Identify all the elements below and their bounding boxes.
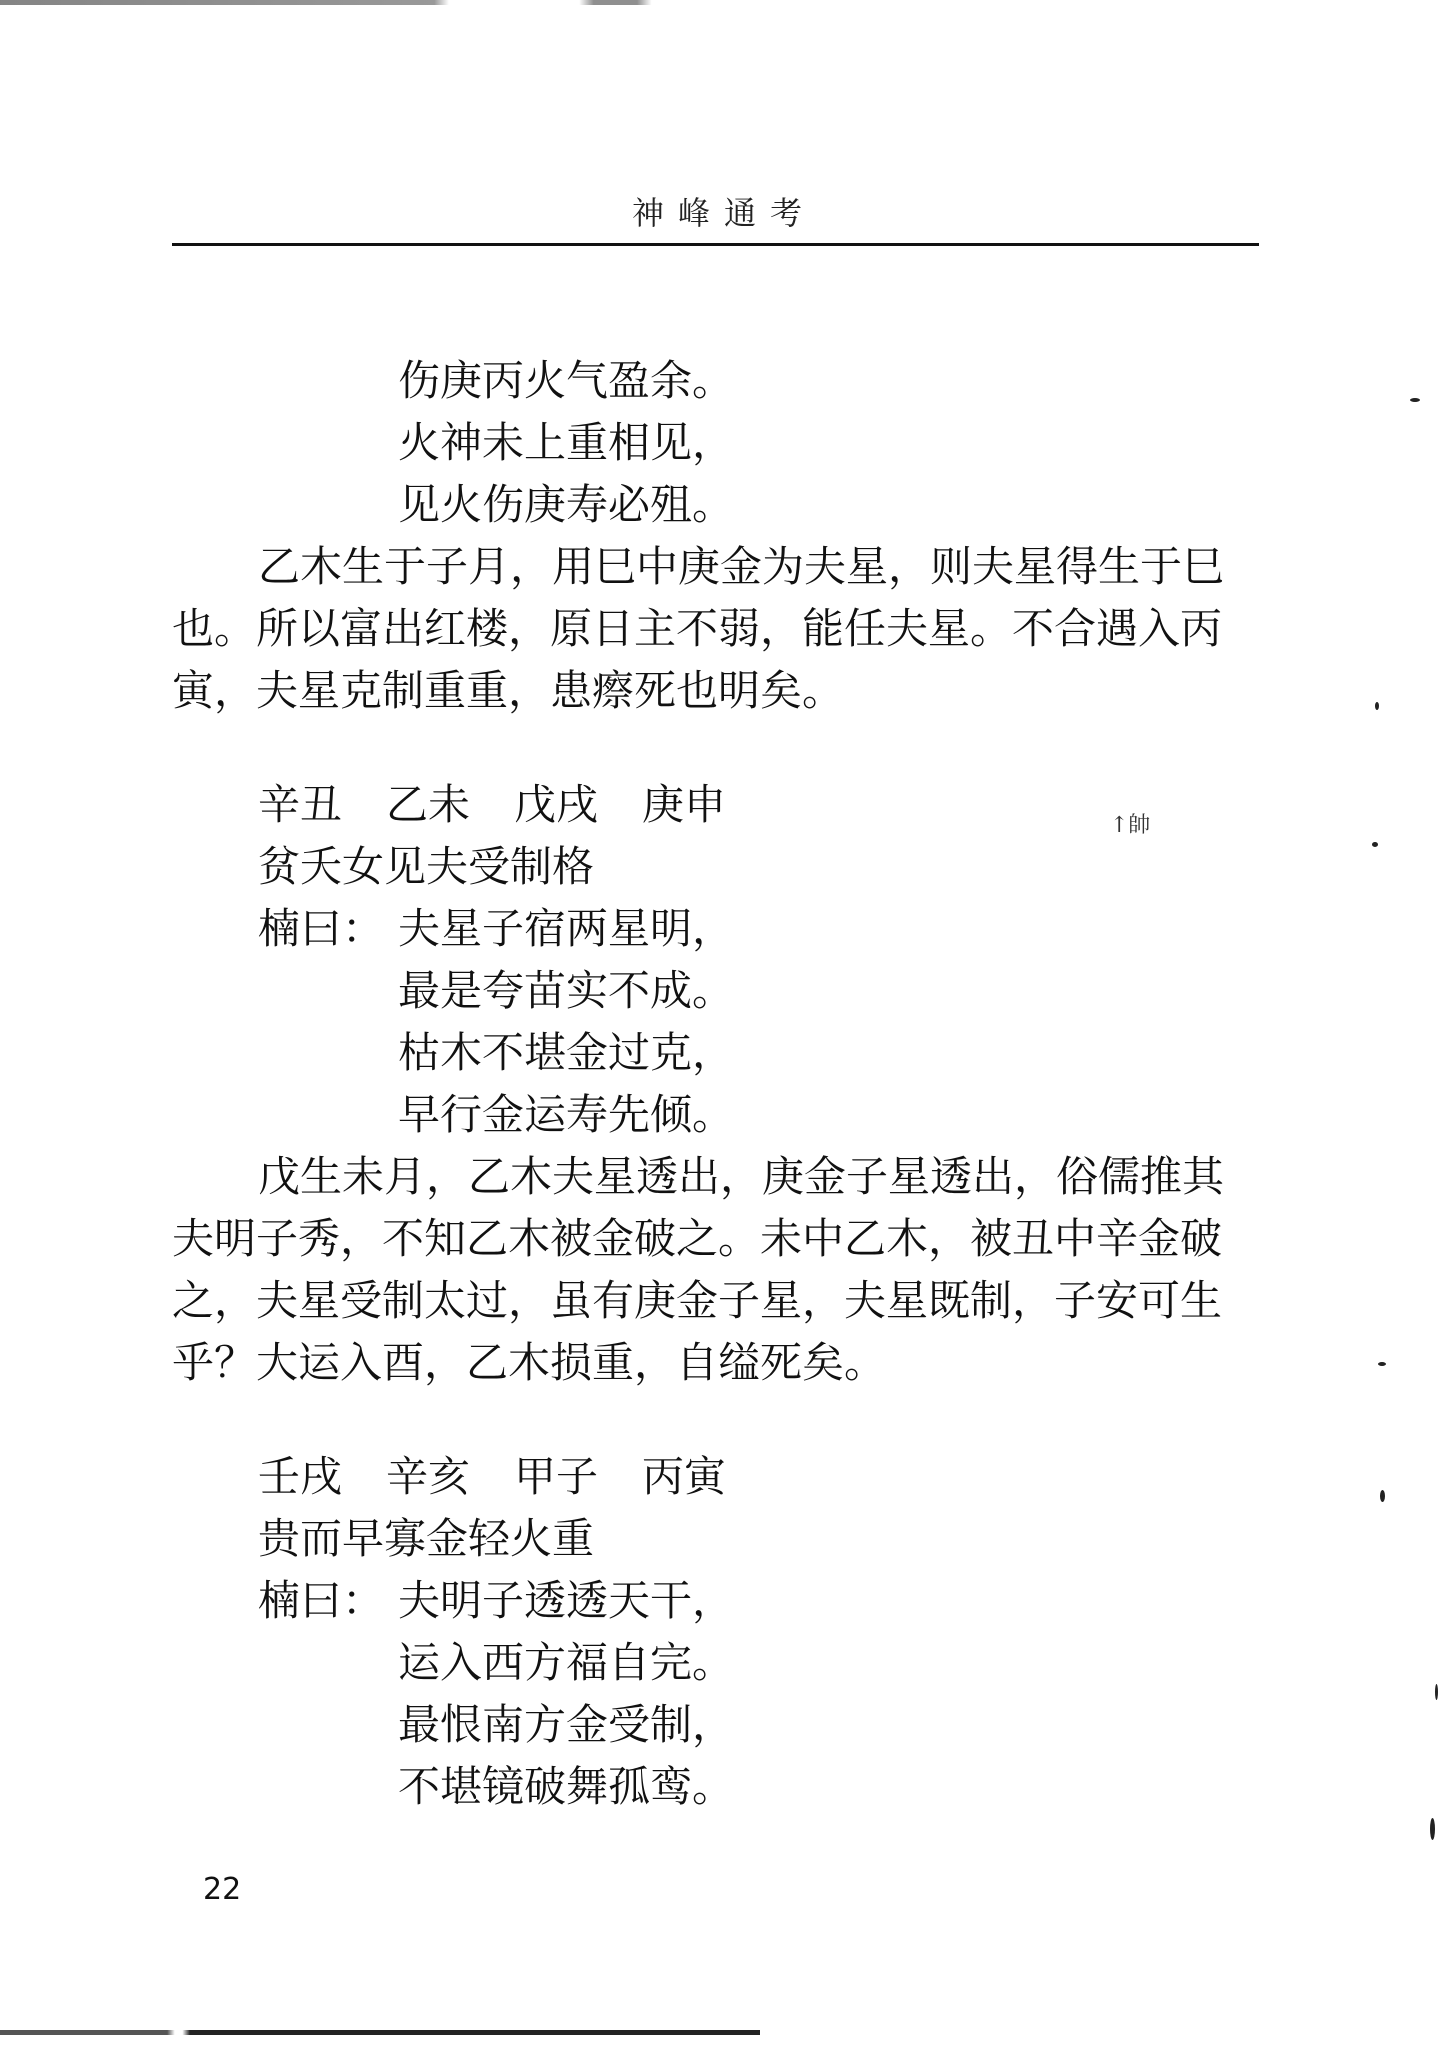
quote-first-line bbox=[258, 904, 735, 953]
header-rule bbox=[172, 243, 1259, 246]
verse-line: 伤庚丙火气盈余。 bbox=[398, 356, 735, 405]
paragraph-line: 乎？大运入酉，乙木损重，自缢死矣。 bbox=[172, 1338, 887, 1387]
quote-first-line bbox=[258, 1576, 735, 1625]
scan-speck bbox=[1435, 1684, 1438, 1700]
quote-label: 楠曰： bbox=[258, 904, 385, 953]
scan-speck bbox=[1410, 398, 1420, 402]
paragraph-line: 戊生未月，乙木夫星透出，庚金子星透出，俗儒推其 bbox=[258, 1152, 1225, 1201]
verse-line: 见火伤庚寿必殂。 bbox=[398, 480, 735, 529]
verse-line: 夫明子透透天干， bbox=[398, 1576, 735, 1625]
pillar: 辛亥 bbox=[386, 1452, 471, 1501]
verse-line: 火神未上重相见， bbox=[398, 418, 735, 467]
verse-line: 运入西方福自完。 bbox=[398, 1638, 735, 1687]
paragraph-line: 寅，夫星克制重重，患瘵死也明矣。 bbox=[172, 666, 845, 715]
pillar: 辛丑 bbox=[258, 780, 343, 829]
pillar: 乙未 bbox=[386, 780, 471, 829]
scan-speck bbox=[1375, 702, 1379, 710]
verse-line: 枯木不堪金过克， bbox=[398, 1028, 735, 1077]
verse-line: 不堪镜破舞孤鸾。 bbox=[398, 1762, 735, 1811]
case-title: 贫夭女见夫受制格 bbox=[258, 842, 595, 891]
scan-speck bbox=[1430, 1818, 1435, 1840]
pillar: 戊戌 bbox=[514, 780, 599, 829]
verse-line: 最恨南方金受制， bbox=[398, 1700, 735, 1749]
running-head: 神峰通考 bbox=[631, 194, 816, 232]
pillar: 庚申 bbox=[642, 780, 727, 829]
margin-mark: ↑帥 bbox=[1110, 813, 1151, 838]
scan-edge-top bbox=[0, 0, 1448, 5]
pillar: 壬戌 bbox=[258, 1452, 343, 1501]
paragraph-line: 乙木生于子月，用巳中庚金为夫星，则夫星得生于巳 bbox=[258, 542, 1225, 591]
scan-speck bbox=[1378, 1362, 1386, 1366]
scan-speck bbox=[1380, 1490, 1385, 1502]
verse-line: 早行金运寿先倾。 bbox=[398, 1090, 735, 1139]
paragraph-line: 夫明子秀，不知乙木被金破之。未中乙木，被丑中辛金破 bbox=[172, 1214, 1223, 1263]
scan-edge-bottom bbox=[0, 2030, 760, 2035]
four-pillars bbox=[258, 780, 770, 829]
scan-speck bbox=[1372, 842, 1378, 847]
verse-line: 夫星子宿两星明， bbox=[398, 904, 735, 953]
four-pillars bbox=[258, 1452, 770, 1501]
verse-line: 最是夸苗实不成。 bbox=[398, 966, 735, 1015]
pillar: 丙寅 bbox=[642, 1452, 727, 1501]
case-title: 贵而早寡金轻火重 bbox=[258, 1514, 595, 1563]
paragraph-line: 之，夫星受制太过，虽有庚金子星，夫星既制，子安可生 bbox=[172, 1276, 1223, 1325]
paragraph-line: 也。所以富出红楼，原日主不弱，能任夫星。不合遇入丙 bbox=[172, 604, 1223, 653]
pillar: 甲子 bbox=[514, 1452, 599, 1501]
page-number: 22 bbox=[203, 1872, 242, 1907]
quote-label: 楠曰： bbox=[258, 1576, 385, 1625]
